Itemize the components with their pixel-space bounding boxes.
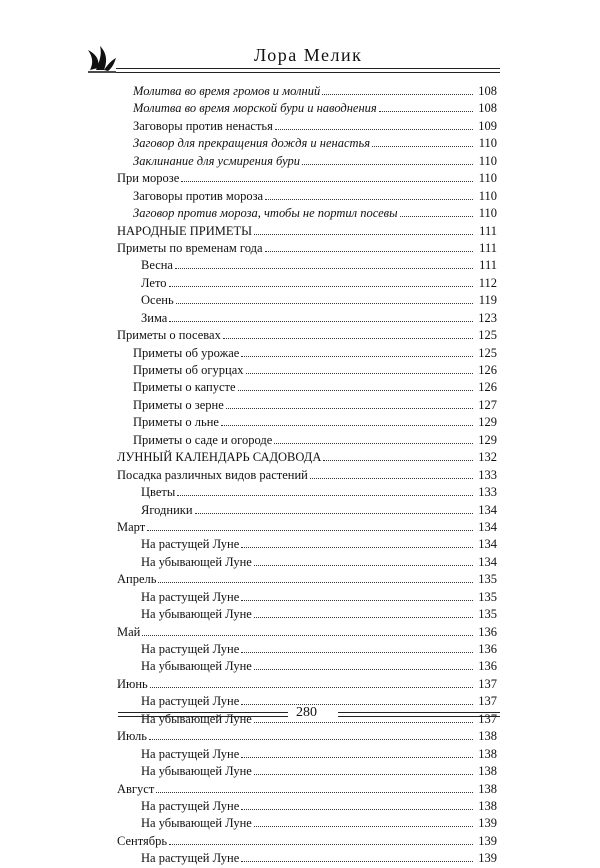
- toc-leader-dots: [275, 118, 473, 130]
- toc-entry-page: 108: [478, 84, 497, 98]
- toc-entry-title: Заклинание для усмирения бури: [133, 153, 301, 168]
- toc-entry-page: 132: [478, 450, 497, 465]
- toc-entry-page: 138: [478, 798, 497, 813]
- toc-entry-title: Заговор для прекращения дождя и ненастья: [133, 136, 371, 151]
- toc-entry-title: НАРОДНЫЕ ПРИМЕТЫ: [117, 223, 253, 238]
- toc-entry-title: Молитва во время громов и молний: [133, 84, 321, 98]
- toc-leader-dots: [176, 292, 473, 304]
- toc-entry-title: Приметы о капусте: [133, 380, 236, 395]
- toc-entry-page: 108: [478, 101, 497, 116]
- toc-leader-dots: [169, 275, 474, 287]
- toc-entry-page: 136: [478, 642, 497, 656]
- toc-entry-page: 110: [478, 153, 497, 168]
- toc-leader-dots: [246, 362, 473, 374]
- toc-leader-dots: [400, 205, 473, 217]
- toc-entry-page: 129: [478, 432, 497, 447]
- toc-entry: [117, 257, 497, 274]
- toc-entry: [117, 449, 497, 466]
- toc-entry: [117, 763, 497, 780]
- toc-leader-dots: [241, 536, 473, 548]
- toc-entry-title: Молитва во время морской бури и наводнения: [133, 101, 377, 116]
- toc-entry: [117, 589, 497, 606]
- toc-entry-page: 133: [478, 485, 497, 500]
- toc-entry-page: 110: [478, 136, 497, 151]
- header-rule: [116, 68, 500, 73]
- toc-leader-dots: [241, 746, 473, 758]
- toc-leader-dots: [147, 519, 473, 531]
- running-head-author: Лора Мелик: [254, 45, 363, 65]
- toc-entry: [117, 606, 497, 623]
- toc-entry: [117, 850, 497, 867]
- toc-entry-page: 138: [478, 781, 497, 796]
- toc-entry-title: Осень: [141, 293, 174, 308]
- toc-entry-title: Цветы: [141, 485, 176, 500]
- toc-leader-dots: [241, 589, 473, 601]
- toc-entry: [117, 502, 497, 519]
- toc-leader-dots: [150, 676, 473, 688]
- toc-leader-dots: [177, 484, 473, 496]
- toc-entry-page: 138: [478, 729, 497, 744]
- toc-entry-title: Заговоры против ненастья: [133, 118, 273, 133]
- toc-entry: [117, 833, 497, 850]
- toc-entry: [117, 292, 497, 309]
- toc-leader-dots: [322, 83, 473, 95]
- toc-entry-page: 139: [478, 816, 497, 831]
- toc-entry-title: На убывающей Луне: [141, 607, 252, 622]
- toc-entry-page: 129: [478, 415, 497, 430]
- toc-entry-title: Приметы по временам года: [117, 240, 263, 255]
- toc-entry-page: 136: [478, 624, 497, 639]
- toc-entry: [117, 519, 497, 536]
- toc-entry: [117, 240, 497, 257]
- toc-leader-dots: [254, 554, 473, 566]
- toc-entry-page: 137: [478, 676, 497, 691]
- toc-entry-page: 125: [478, 345, 497, 360]
- toc-entry-title: На убывающей Луне: [141, 816, 252, 831]
- footer-rule-right: [338, 712, 500, 717]
- toc-entry-title: Приметы об огурцах: [133, 363, 244, 377]
- toc-entry-page: 125: [478, 328, 497, 343]
- toc-entry: [117, 327, 497, 344]
- toc-entry-title: Июнь: [117, 676, 148, 691]
- toc-entry-title: Сентябрь: [117, 833, 168, 848]
- toc-entry: [117, 83, 497, 100]
- toc-entry-page: 135: [478, 572, 497, 587]
- toc-entry: [117, 345, 497, 362]
- toc-leader-dots: [254, 606, 473, 618]
- toc-entry-page: 123: [478, 310, 497, 325]
- toc-entry-page: 112: [478, 275, 497, 290]
- toc-entry: [117, 153, 497, 170]
- toc-entry-title: При морозе: [117, 171, 180, 186]
- toc-entry-page: 135: [478, 589, 497, 604]
- toc-entry-title: На растущей Луне: [141, 851, 240, 866]
- toc-entry-title: Март: [117, 519, 146, 534]
- toc-entry: [117, 275, 497, 292]
- toc-entry-title: Зима: [141, 310, 168, 325]
- toc-entry: [117, 362, 497, 379]
- toc-entry: [117, 728, 497, 745]
- toc-entry: [117, 188, 497, 205]
- toc-entry: [117, 310, 497, 327]
- toc-entry: [117, 536, 497, 553]
- page-number: 280: [296, 705, 317, 720]
- toc-entry-page: 110: [478, 206, 497, 221]
- flame-ornament-icon: [86, 42, 118, 74]
- page-footer: [0, 700, 600, 730]
- toc-entry-title: Весна: [141, 258, 173, 273]
- toc-leader-dots: [372, 135, 473, 147]
- toc-leader-dots: [254, 658, 473, 670]
- toc-leader-dots: [169, 310, 473, 322]
- toc-entry: [117, 676, 497, 693]
- toc-entry-title: На растущей Луне: [141, 798, 240, 813]
- toc-entry-page: 135: [478, 607, 497, 622]
- toc-leader-dots: [302, 153, 473, 165]
- toc-entry-title: Май: [117, 624, 141, 639]
- toc-entry-title: На растущей Луне: [141, 642, 240, 656]
- toc-entry-title: Август: [117, 781, 155, 796]
- toc-leader-dots: [274, 432, 473, 444]
- toc-entry-page: 133: [478, 467, 497, 482]
- toc-entry-title: На убывающей Луне: [141, 554, 252, 569]
- toc-entry-title: На растущей Луне: [141, 537, 240, 552]
- toc-leader-dots: [223, 327, 473, 339]
- toc-leader-dots: [169, 833, 473, 845]
- footer-rule-left: [118, 712, 288, 717]
- toc-entry: [117, 798, 497, 815]
- toc-leader-dots: [310, 467, 473, 479]
- toc-entry-title: Приметы о зерне: [133, 397, 224, 412]
- toc-leader-dots: [323, 449, 473, 461]
- toc-entry-title: На растущей Луне: [141, 694, 240, 709]
- toc-leader-dots: [156, 781, 473, 793]
- toc-entry: [117, 379, 497, 396]
- toc-entry-title: Приметы о льне: [133, 415, 219, 430]
- toc-leader-dots: [181, 170, 473, 182]
- toc-entry-title: Лето: [141, 275, 167, 290]
- toc-entry-title: Апрель: [117, 572, 157, 587]
- toc-leader-dots: [241, 798, 473, 810]
- toc-entry: [117, 484, 497, 501]
- toc-entry-page: 137: [478, 694, 497, 709]
- toc-entry-page: 134: [478, 554, 497, 569]
- toc-entry-page: 119: [478, 293, 497, 308]
- toc-entry-title: Приметы о посевах: [117, 328, 221, 343]
- toc-entry-page: 138: [478, 764, 497, 779]
- toc-entry-title: ЛУННЫЙ КАЛЕНДАРЬ САДОВОДА: [117, 450, 322, 465]
- toc-leader-dots: [254, 815, 473, 827]
- toc-entry: [117, 223, 497, 240]
- toc-entry-title: Заговоры против мороза: [133, 188, 264, 203]
- toc-entry: [117, 467, 497, 484]
- toc-leader-dots: [238, 379, 473, 391]
- toc-entry: [117, 658, 497, 675]
- page-header: [0, 0, 600, 80]
- toc-entry-page: 126: [478, 380, 497, 395]
- toc-leader-dots: [195, 502, 473, 514]
- toc-entry: [117, 397, 497, 414]
- toc-entry-title: Июль: [117, 729, 147, 744]
- toc-entry-page: 111: [479, 240, 497, 255]
- toc-entry: [117, 815, 497, 832]
- toc-leader-dots: [241, 345, 473, 357]
- toc-entry-page: 109: [478, 118, 497, 133]
- toc-entry: [117, 205, 497, 222]
- toc-entry: [117, 118, 497, 135]
- toc-entry-page: 138: [478, 746, 497, 761]
- toc-leader-dots: [379, 100, 473, 112]
- toc-entry-title: На растущей Луне: [141, 589, 240, 604]
- toc-entry: [117, 432, 497, 449]
- toc-entry-title: На растущей Луне: [141, 746, 240, 761]
- toc-entry-title: Приметы об урожае: [133, 345, 240, 360]
- toc-entry-title: Приметы о саде и огороде: [133, 432, 273, 447]
- toc-entry-page: 139: [478, 833, 497, 848]
- toc-leader-dots: [265, 188, 473, 200]
- toc-entry-page: 111: [479, 223, 497, 238]
- toc-entry: [117, 571, 497, 588]
- toc-entry-page: 137: [478, 711, 497, 726]
- toc-leader-dots: [158, 571, 473, 583]
- toc-entry-title: Заговор против мороза, чтобы не портил посевы: [133, 206, 398, 221]
- toc-leader-dots: [265, 240, 473, 252]
- toc-leader-dots: [241, 641, 473, 653]
- toc-entry-page: 134: [478, 502, 497, 517]
- toc-entry: [117, 746, 497, 763]
- toc-entry: [117, 554, 497, 571]
- toc-leader-dots: [226, 397, 473, 409]
- toc-entry-title: Посадка различных видов растений: [117, 467, 308, 482]
- toc-entry-page: 110: [478, 188, 497, 203]
- toc-entry: [117, 414, 497, 431]
- toc-entry-page: 134: [478, 537, 497, 552]
- toc-entry: [117, 624, 497, 641]
- toc-entry-title: На убывающей Луне: [141, 764, 252, 779]
- toc-leader-dots: [175, 257, 473, 269]
- toc-entry: [117, 100, 497, 117]
- toc-leader-dots: [241, 850, 473, 862]
- toc-entry: [117, 135, 497, 152]
- toc-entry-title: На убывающей Луне: [141, 659, 252, 674]
- toc-entry-page: 127: [478, 397, 497, 412]
- toc-entry-page: 110: [478, 171, 497, 186]
- toc-entry-page: 139: [478, 851, 497, 866]
- toc-entry: [117, 641, 497, 658]
- toc-leader-dots: [221, 414, 473, 426]
- toc-entry: [117, 170, 497, 187]
- toc-entry-page: 134: [478, 519, 497, 534]
- toc-leader-dots: [254, 223, 473, 235]
- toc-entry-page: 126: [478, 363, 497, 377]
- toc-entry-title: На убывающей Луне: [141, 711, 252, 726]
- toc-leader-dots: [142, 624, 473, 636]
- toc-entry-page: 136: [478, 659, 497, 674]
- toc-entry-page: 111: [479, 258, 497, 273]
- toc-leader-dots: [254, 763, 473, 775]
- toc-entry: [117, 781, 497, 798]
- toc-entry-title: Ягодники: [141, 502, 193, 517]
